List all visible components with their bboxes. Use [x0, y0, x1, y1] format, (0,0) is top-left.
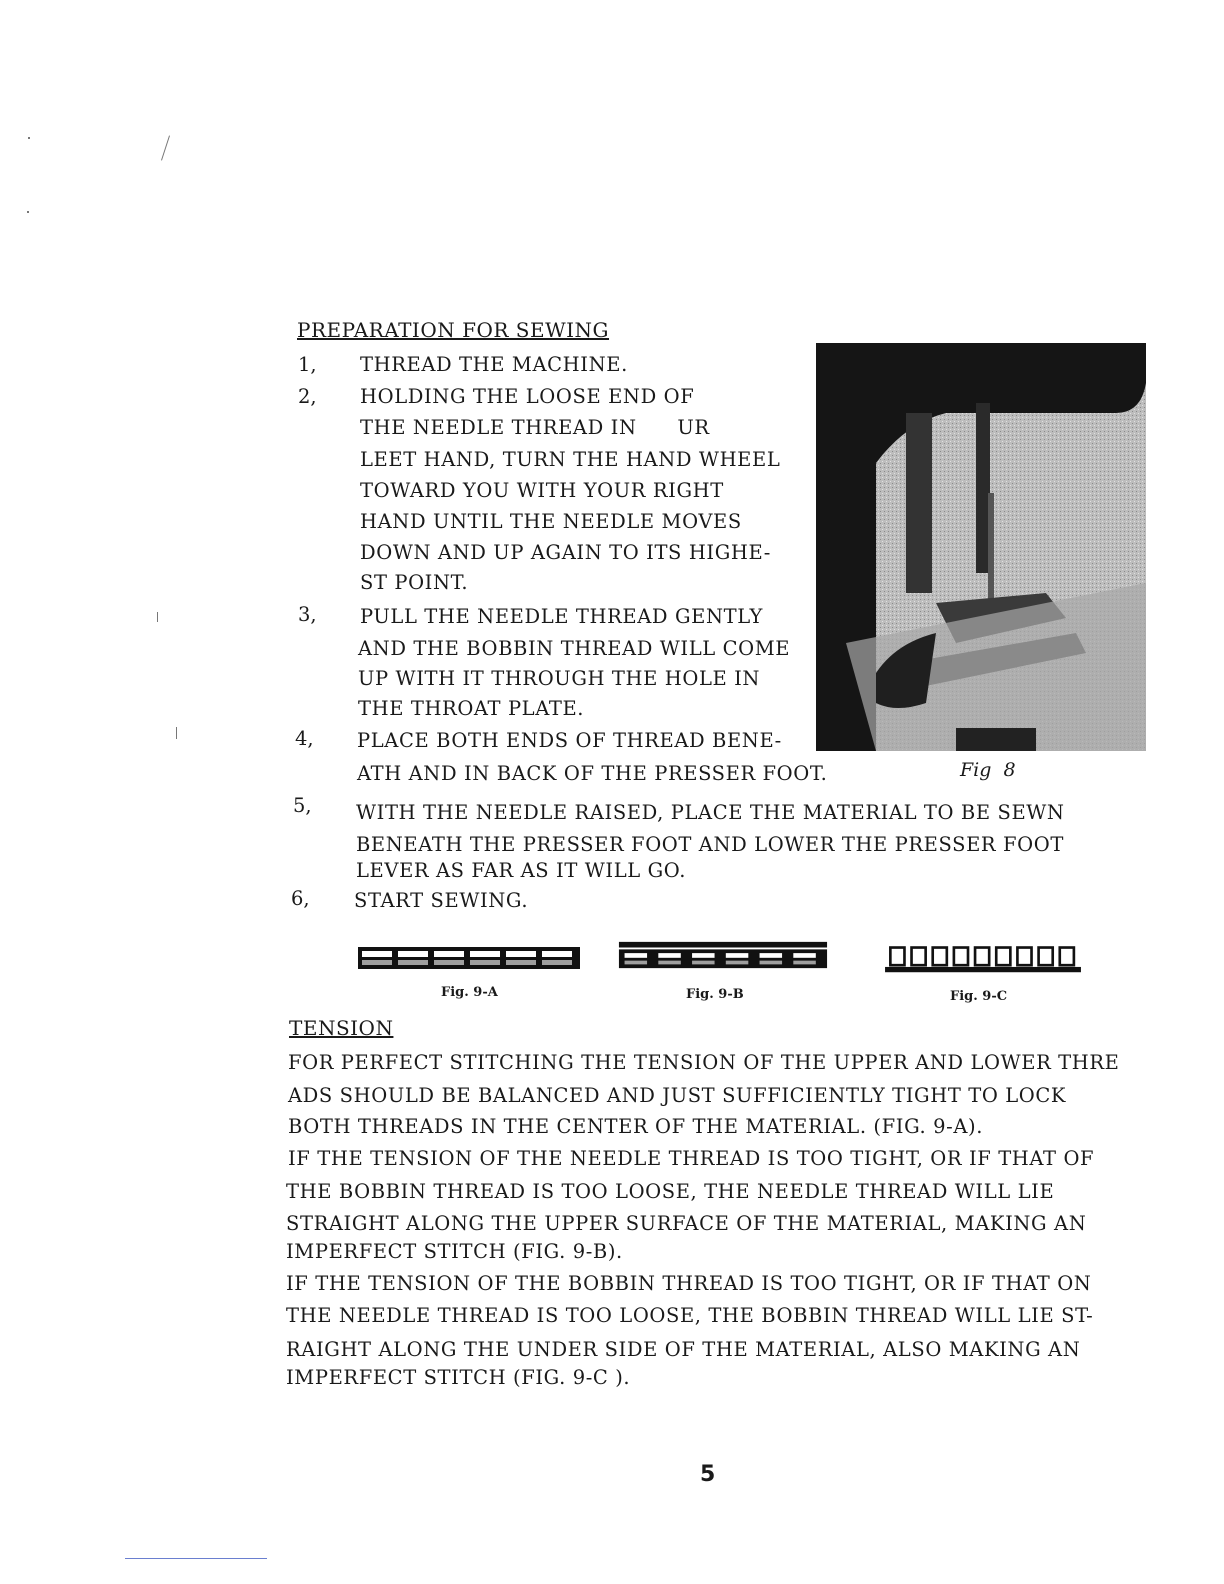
tension-line: IF THE TENSION OF THE BOBBIN THREAD IS TOO TIGHT, OR IF THAT ON: [286, 1272, 1092, 1295]
step-number-5: 5,: [293, 794, 312, 817]
tension-line: THE NEEDLE THREAD IS TOO LOOSE, THE BOBBIN THREAD WILL LIE ST-: [286, 1304, 1094, 1327]
step-5-line: LEVER AS FAR AS IT WILL GO.: [356, 859, 687, 882]
step-2-line: DOWN AND UP AGAIN TO ITS HIGHE-: [360, 541, 771, 564]
scan-speck: [28, 137, 30, 139]
step-2-line: HAND UNTIL THE NEEDLE MOVES: [360, 510, 742, 533]
section-heading-preparation: PREPARATION FOR SEWING: [297, 318, 610, 342]
step-5-line: BENEATH THE PRESSER FOOT AND LOWER THE PRESSER FOOT: [356, 833, 1064, 856]
step-2-line: TOWARD YOU WITH YOUR RIGHT: [360, 479, 724, 502]
step-3-line: PULL THE NEEDLE THREAD GENTLY: [360, 605, 764, 628]
step-3-line: AND THE BOBBIN THREAD WILL COME: [358, 637, 791, 660]
figure-9c-caption: Fig. 9-C: [950, 989, 1008, 1004]
tension-line: BOTH THREADS IN THE CENTER OF THE MATERIAL. (FIG. 9-A).: [288, 1115, 984, 1138]
scan-speck: [27, 211, 29, 213]
sewing-machine-illustration: [816, 343, 1146, 751]
tension-line: STRAIGHT ALONG THE UPPER SURFACE OF THE MATERIAL, MAKING AN: [286, 1212, 1087, 1235]
stitch-diagram-balanced: [358, 942, 580, 972]
scan-speck: [157, 612, 158, 622]
scan-speck: [161, 135, 170, 160]
scan-speck: [176, 727, 177, 739]
tension-line: IMPERFECT STITCH (FIG. 9-B).: [286, 1240, 623, 1263]
page-number: 5: [700, 1462, 716, 1487]
step-2-line: LEET HAND, TURN THE HAND WHEEL: [360, 448, 781, 471]
step-2-line: ST POINT.: [360, 571, 469, 594]
tension-line: ADS SHOULD BE BALANCED AND JUST SUFFICIENTLY TIGHT TO LOCK: [288, 1084, 1067, 1107]
sewing-machine-photo: [816, 343, 1146, 751]
step-5-line: WITH THE NEEDLE RAISED, PLACE THE MATERIAL TO BE SEWN: [356, 801, 1065, 824]
step-2-line: HOLDING THE LOOSE END OF: [360, 385, 695, 408]
step-number-4: 4,: [295, 727, 314, 750]
step-3-line: UP WITH IT THROUGH THE HOLE IN: [358, 667, 761, 690]
tension-line: FOR PERFECT STITCHING THE TENSION OF THE UPPER AND LOWER THRE: [288, 1051, 1120, 1074]
step-4-line: ATH AND IN BACK OF THE PRESSER FOOT.: [357, 762, 828, 785]
tension-line: THE BOBBIN THREAD IS TOO LOOSE, THE NEEDLE THREAD WILL LIE: [286, 1180, 1055, 1203]
scan-edge-line: [125, 1558, 267, 1559]
figure-9a-caption: Fig. 9-A: [441, 985, 498, 1000]
step-1-line: THREAD THE MACHINE.: [360, 353, 628, 376]
stitch-diagram-bobbin-tight: [872, 944, 1094, 974]
tension-line: IF THE TENSION OF THE NEEDLE THREAD IS TOO TIGHT, OR IF THAT OF: [288, 1147, 1095, 1170]
step-number-3: 3,: [298, 603, 317, 626]
section-heading-tension: TENSION: [289, 1016, 394, 1040]
step-6-line: START SEWING.: [354, 889, 529, 912]
step-2-line: THE NEEDLE THREAD IN UR: [360, 416, 710, 439]
step-number-2: 2,: [298, 385, 317, 408]
step-number-6: 6,: [291, 887, 310, 910]
step-number-1: 1,: [298, 353, 317, 376]
stitch-diagram-upper-tight: [612, 940, 834, 970]
step-4-line: PLACE BOTH ENDS OF THREAD BENE-: [357, 729, 782, 752]
tension-line: RAIGHT ALONG THE UNDER SIDE OF THE MATERIAL, ALSO MAKING AN: [286, 1338, 1081, 1361]
tension-line: IMPERFECT STITCH (FIG. 9-C ).: [286, 1366, 631, 1389]
figure-9b-caption: Fig. 9-B: [686, 987, 744, 1002]
step-3-line: THE THROAT PLATE.: [358, 697, 585, 720]
figure-8-caption: Fig 8: [960, 759, 1016, 781]
